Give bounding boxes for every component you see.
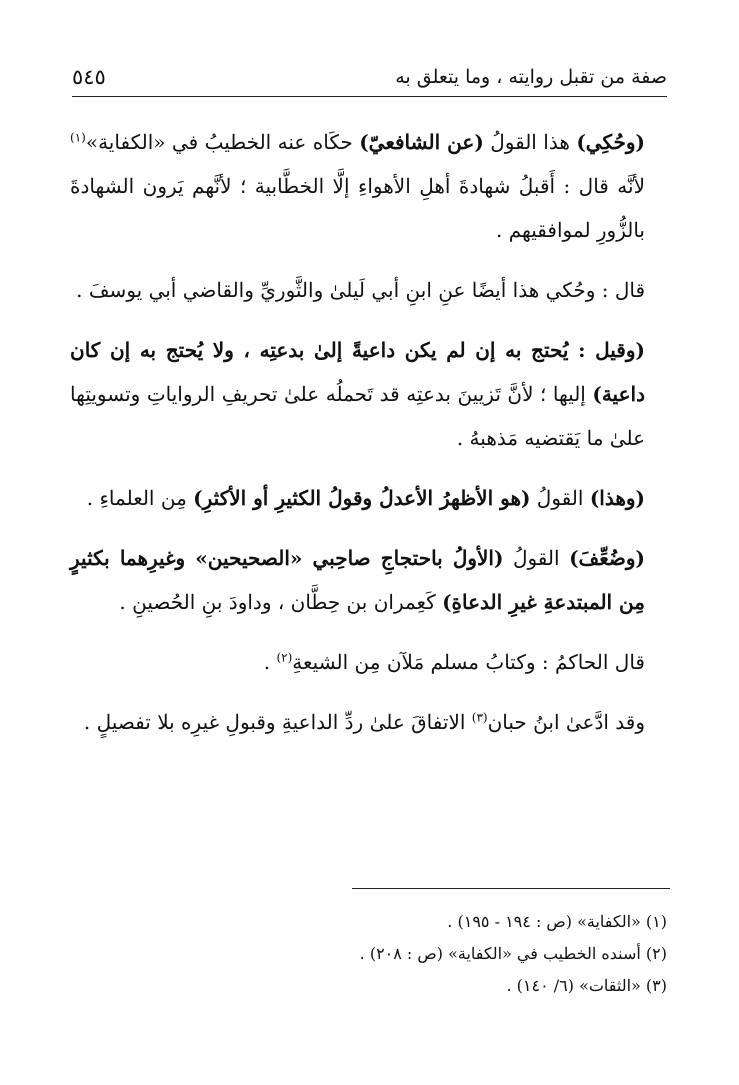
footnote-1: (١) «الكفاية» (ص : ١٩٤ - ١٩٥) . xyxy=(447,912,667,931)
matn-text: (وهذا) xyxy=(589,486,645,510)
footnote-separator xyxy=(352,888,670,889)
running-title: صفة من تقبل روايته ، وما يتعلق به xyxy=(395,66,667,88)
commentary-text: وقد ادَّعىٰ ابنُ حبان xyxy=(487,710,645,734)
matn-text: (وقيل : يُحتج به إن لم يكن داعيةً إلىٰ بدعتِه ، ولا يُحتج به إن كان داعية) xyxy=(70,338,645,406)
paragraph-2: قال : وحُكي هذا أيضًا عنِ ابنِ أبي لَيلىٰ والثَّوريِّ والقاضي أبي يوسفَ . xyxy=(76,278,645,302)
main-text xyxy=(70,120,667,760)
page-header xyxy=(72,58,667,96)
page-number: ٥٤٥ xyxy=(72,65,106,89)
commentary-text: لأنَّه قال : أَقبلُ شهادةَ أهلِ الأهواءِ إلَّا الخطَّابية ؛ لأنَّهم يَرون الشهادةَ بالزُّورِ لموافقيهم . xyxy=(70,174,645,242)
commentary-text: قال الحاكمُ : وكتابُ مسلم مَلآن مِن الشيعةِ xyxy=(292,650,645,674)
commentary-text: هذا القولُ xyxy=(483,130,577,154)
paragraph-7 xyxy=(70,700,667,744)
commentary-text: إليها ؛ لأنَّ تَزيينَ بدعتِه قد تَحملُه علىٰ تحريفِ الرواياتِ وتسويتِها علىٰ ما يَقتضيه مَذهبهُ . xyxy=(70,382,645,450)
paragraph-5 xyxy=(70,536,667,624)
commentary-text: كَعِمران بن حِطَّان ، وداودَ بنِ الحُصينِ . xyxy=(119,590,443,614)
footnote-2: (٢) أسنده الخطيب في «الكفاية» (ص : ٢٠٨) . xyxy=(359,944,667,963)
commentary-text: القولُ xyxy=(503,546,570,570)
footnote-3: (٣) «الثقات» (٦/ ١٤٠) . xyxy=(506,976,667,995)
footnote-ref: (١) xyxy=(70,130,86,145)
header-rule xyxy=(72,96,667,97)
matn-text: (عن الشافعيّ) xyxy=(359,130,484,154)
matn-text: (وحُكِي) xyxy=(576,130,645,154)
commentary-text: حكَاه عنه الخطيبُ في «الكفاية» xyxy=(85,130,360,154)
matn-text: (الأولُ باحتجاجِ صاحِبي «الصحيحين» وغيرِهما بكثيرٍ مِن المبتدعةِ غيرِ الدعاةِ) xyxy=(70,546,645,614)
footnote-ref: (٢) xyxy=(276,650,293,665)
footnote-ref: (٣) xyxy=(471,710,488,725)
commentary-text: القولُ xyxy=(530,486,590,510)
paragraph-3 xyxy=(70,328,667,460)
paragraph-4 xyxy=(70,476,667,520)
commentary-text: مِن العلماءِ . xyxy=(86,486,194,510)
commentary-text: الاتفاقَ علىٰ ردِّ الداعيةِ وقبولِ غيرِه بلا تفصيلٍ . xyxy=(83,710,472,734)
matn-text: (وضُعِّفَ) xyxy=(569,546,645,570)
commentary-text: . xyxy=(263,650,277,674)
matn-text: (هو الأظهرُ الأعدلُ وقولُ الكثيرِ أو الأكثرِ) xyxy=(193,486,531,510)
paragraph-1 xyxy=(70,120,667,252)
paragraph-6 xyxy=(70,640,667,684)
footnotes xyxy=(72,906,667,1002)
